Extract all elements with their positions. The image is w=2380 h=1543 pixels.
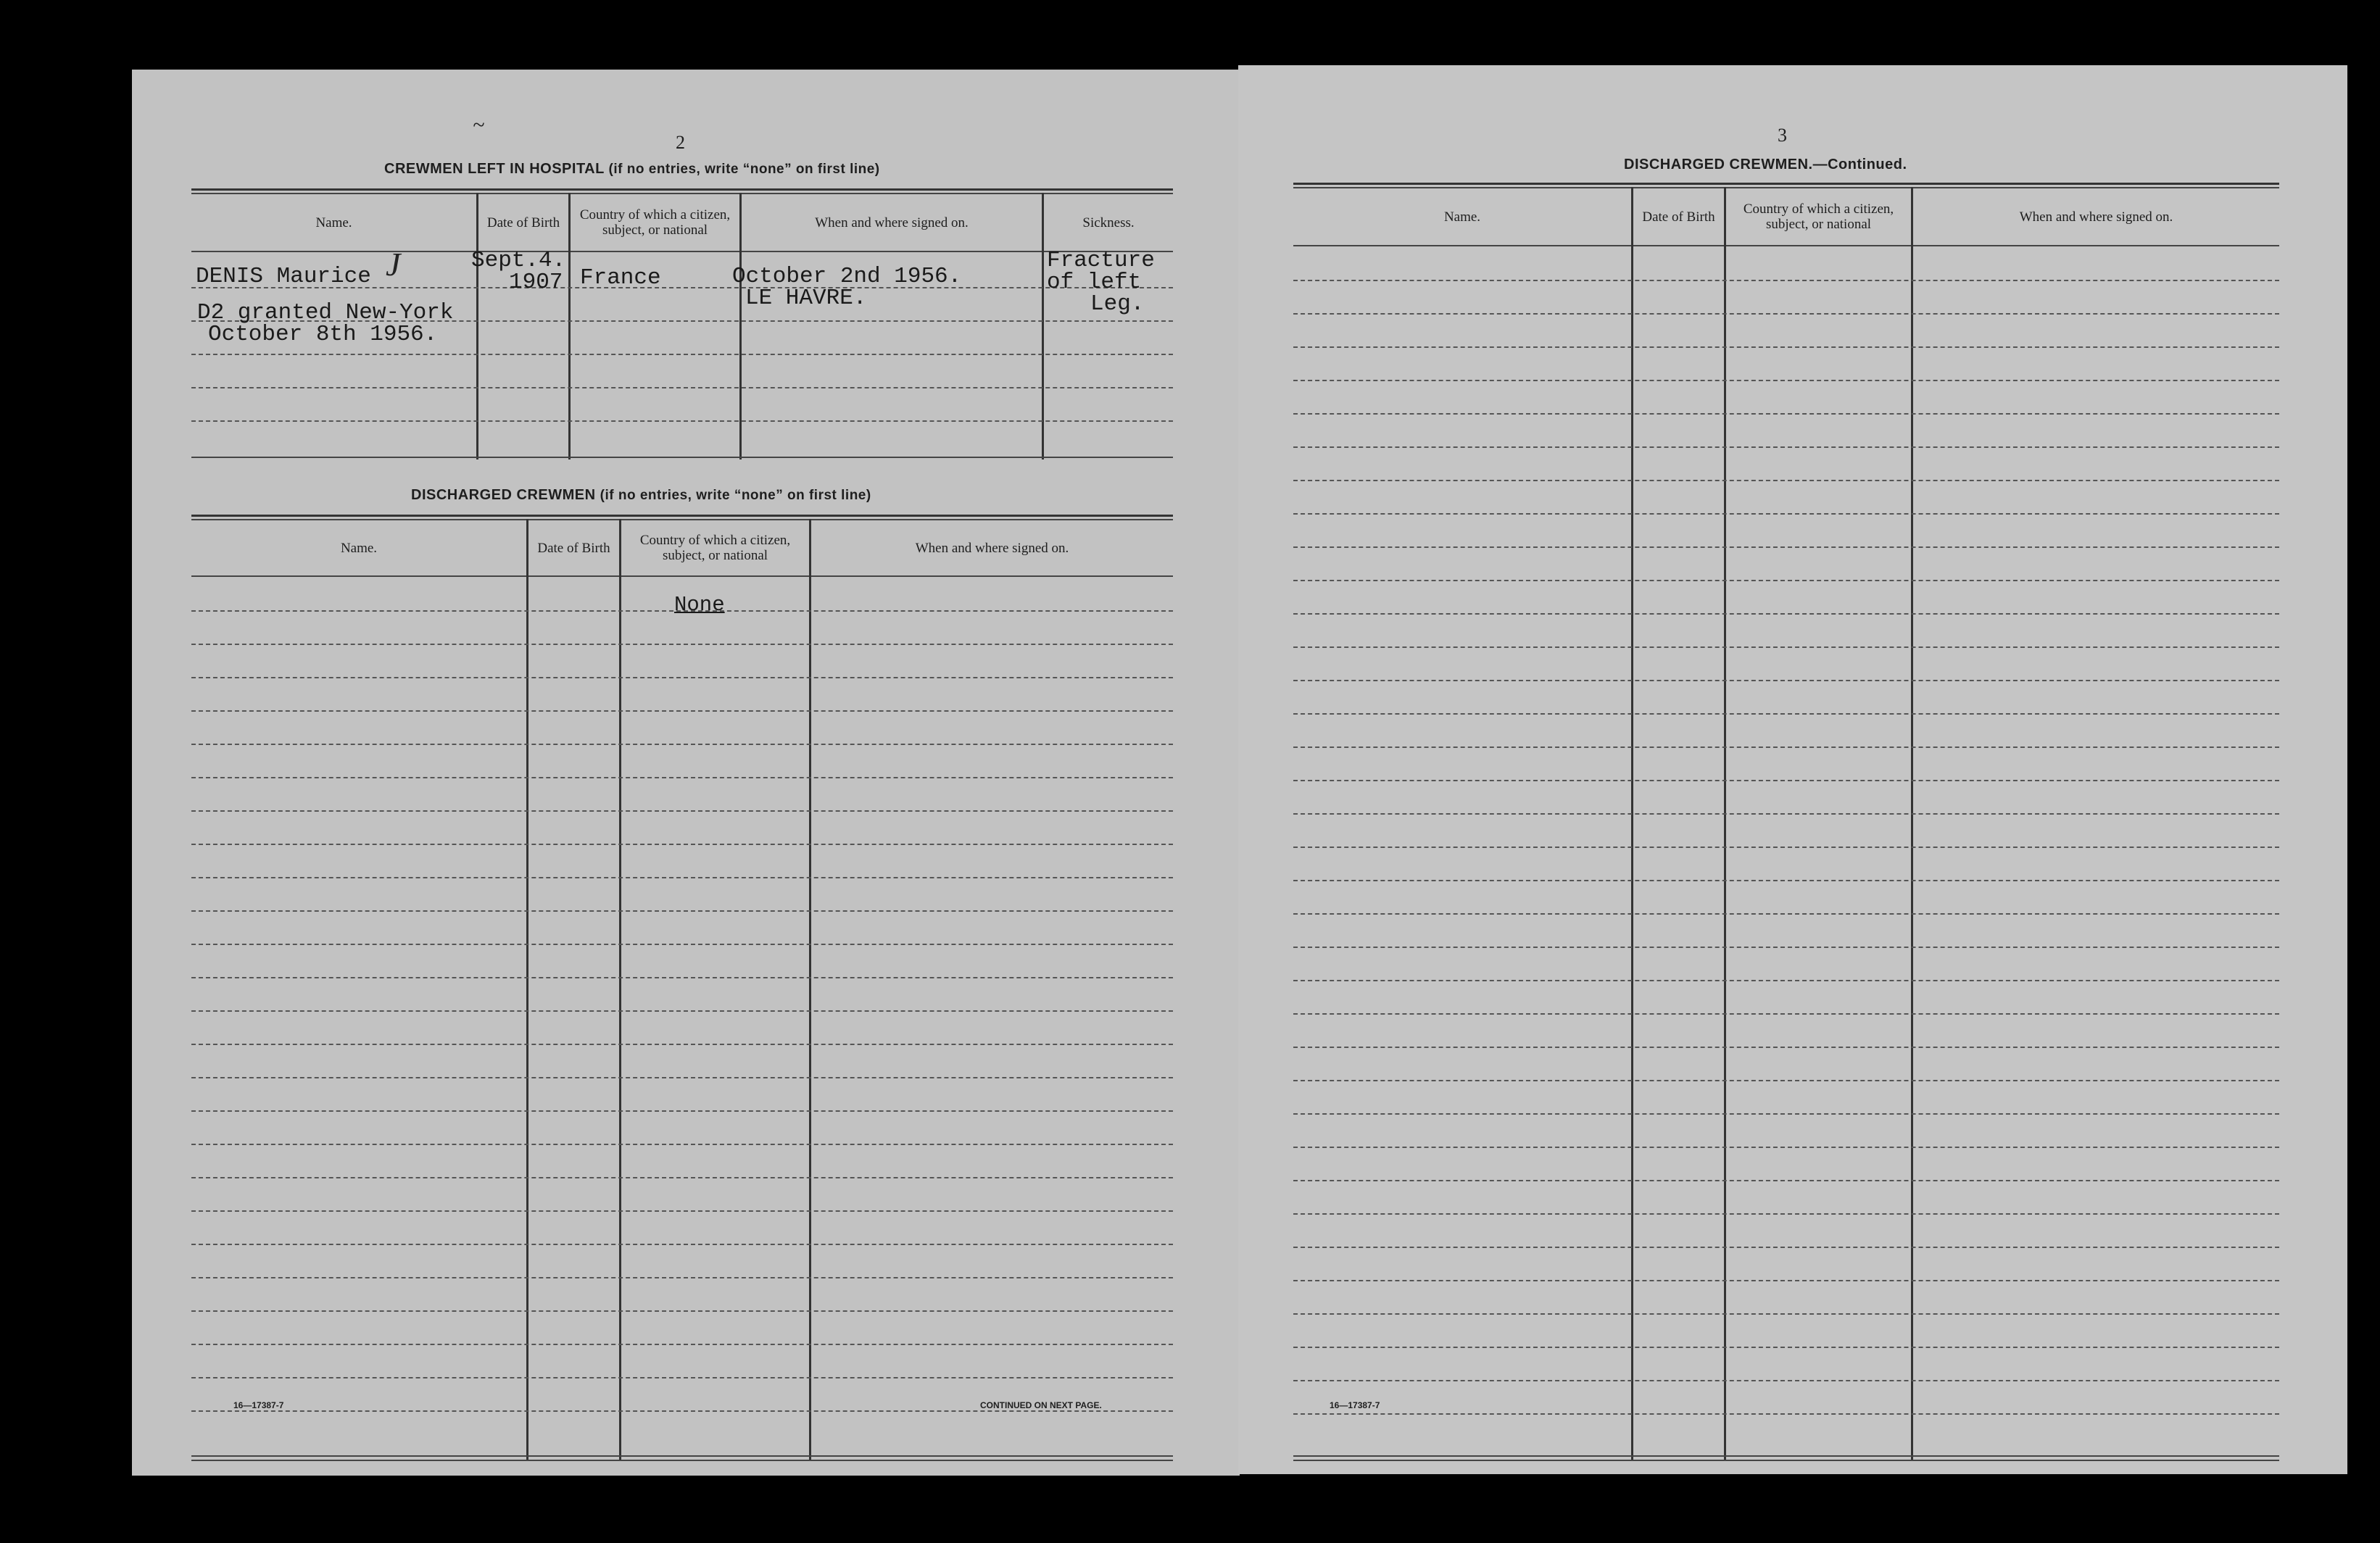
col-header-name: Name.	[340, 540, 378, 556]
entry-line	[191, 1077, 1173, 1078]
entry-line	[1293, 380, 2279, 381]
entry-line	[1293, 513, 2279, 515]
entry-line	[1293, 780, 2279, 781]
entry-line	[191, 354, 1173, 355]
entry-line	[1293, 1013, 2279, 1015]
col-header-dob: Date of Birth	[486, 215, 560, 230]
entry-line	[1293, 313, 2279, 315]
entry-line	[191, 1344, 1173, 1345]
entry-line	[191, 1377, 1173, 1378]
crewman-name-note-date: October 8th 1956.	[208, 322, 438, 347]
header-bottom-rule	[191, 251, 1173, 252]
col-header-country: Country of which a citizen, subject, or national	[1743, 201, 1894, 232]
entry-line	[1293, 1313, 2279, 1315]
form-number: 16—17387-7	[233, 1400, 284, 1410]
entry-line	[1293, 1380, 2279, 1381]
entry-line	[1293, 913, 2279, 915]
entry-line	[1293, 680, 2279, 681]
entry-line	[1293, 847, 2279, 848]
column-divider	[1724, 187, 1726, 1461]
entry-line	[1293, 1047, 2279, 1048]
entry-line	[191, 777, 1173, 778]
entry-line	[191, 1177, 1173, 1178]
hospital-note: (if no entries, write “none” on first line)	[608, 162, 880, 177]
crewman-sickness: Fracture	[1047, 248, 1155, 273]
page-number: 3	[1778, 125, 1787, 146]
table-top-rule	[191, 188, 1173, 191]
entry-line	[191, 677, 1173, 678]
entry-line	[191, 1044, 1173, 1045]
entry-line	[1293, 880, 2279, 881]
entry-line	[1293, 480, 2279, 481]
crewman-sickness-line3: Leg.	[1090, 291, 1145, 317]
entry-line	[1293, 1213, 2279, 1215]
entry-line	[1293, 1347, 2279, 1348]
crewman-signed-on-place: LE HAVRE.	[745, 286, 867, 311]
discharged-note: (if no entries, write “none” on first line)	[600, 488, 871, 503]
header-bottom-rule	[1293, 245, 2279, 246]
col-header-name: Name.	[315, 215, 352, 230]
discharged-continued-title: DISCHARGED CREWMEN.—Continued.	[1624, 157, 1907, 172]
entry-line	[191, 910, 1173, 912]
entry-line	[1293, 1247, 2279, 1248]
left-page	[132, 70, 1240, 1476]
entry-line	[191, 1110, 1173, 1112]
discharged-title: DISCHARGED CREWMEN	[411, 487, 596, 503]
entry-line	[1293, 980, 2279, 981]
entry-line	[1293, 1080, 2279, 1081]
crewman-signed-on-date: October 2nd 1956.	[732, 264, 962, 289]
entry-line	[191, 977, 1173, 978]
hospital-title: CREWMEN LEFT IN HOSPITAL	[384, 161, 605, 177]
continued-note: CONTINUED ON NEXT PAGE.	[980, 1400, 1102, 1410]
entry-line	[1293, 746, 2279, 748]
entry-line	[1293, 446, 2279, 448]
entry-line	[191, 644, 1173, 645]
crewman-name-note: D2 granted New-York	[197, 300, 454, 325]
column-divider	[526, 519, 528, 1461]
entry-line	[191, 844, 1173, 845]
entry-line	[1293, 713, 2279, 715]
entry-line	[191, 744, 1173, 745]
table-bottom-rule	[191, 1455, 1173, 1457]
entry-line	[1293, 546, 2279, 548]
entry-line	[191, 1010, 1173, 1012]
table-bottom-rule	[1293, 1460, 2279, 1461]
column-divider	[1631, 187, 1633, 1461]
table-top-rule	[191, 515, 1173, 517]
entry-line	[1293, 646, 2279, 648]
col-header-when-where: When and where signed on.	[815, 215, 969, 230]
table-bottom-rule	[191, 1460, 1173, 1461]
entry-line	[191, 944, 1173, 945]
entry-line	[1293, 1180, 2279, 1181]
right-page	[1238, 65, 2347, 1474]
handwritten-initials-mark: J	[386, 246, 401, 283]
entry-line	[191, 387, 1173, 388]
entry-line	[1293, 1113, 2279, 1115]
entry-line	[1293, 580, 2279, 581]
column-divider	[1911, 187, 1913, 1461]
discharged-section-title	[411, 487, 871, 504]
table-bottom-rule	[191, 457, 1173, 458]
header-bottom-rule	[191, 575, 1173, 577]
col-header-name: Name.	[1443, 209, 1481, 225]
entry-line	[1293, 1280, 2279, 1281]
col-header-country: Country of which a citizen, subject, or national	[579, 207, 731, 238]
hospital-section-title	[384, 161, 880, 178]
entry-line	[191, 810, 1173, 812]
col-header-when-where: When and where signed on.	[2019, 209, 2173, 225]
col-header-sickness: Sickness.	[1082, 215, 1135, 230]
entry-line	[191, 1410, 1173, 1412]
entry-line	[191, 420, 1173, 422]
page-number: 2	[676, 132, 685, 153]
col-header-dob: Date of Birth	[1642, 209, 1715, 225]
discharged-none-entry: None	[674, 593, 725, 617]
entry-line	[1293, 346, 2279, 348]
table-top-rule	[1293, 183, 2279, 185]
entry-line	[1293, 1413, 2279, 1415]
entry-line	[1293, 1147, 2279, 1148]
crewman-dob-year: 1907	[509, 270, 563, 295]
entry-line	[191, 1210, 1173, 1212]
table-bottom-rule	[1293, 1455, 2279, 1457]
form-number: 16—17387-7	[1330, 1400, 1380, 1410]
col-header-country: Country of which a citizen, subject, or national	[639, 533, 791, 563]
entry-line	[191, 877, 1173, 878]
entry-line	[1293, 613, 2279, 615]
col-header-when-where: When and where signed on.	[915, 540, 1069, 556]
crewman-sickness-line2: of left	[1047, 270, 1142, 295]
entry-line	[191, 610, 1173, 612]
entry-line	[191, 1310, 1173, 1312]
entry-line	[1293, 947, 2279, 948]
crewman-name: DENIS Maurice	[196, 264, 371, 289]
crewman-country: France	[580, 265, 661, 291]
entry-line	[191, 1277, 1173, 1278]
entry-line	[1293, 813, 2279, 815]
col-header-dob: Date of Birth	[537, 540, 610, 556]
column-divider	[619, 519, 621, 1461]
entry-line	[1293, 280, 2279, 281]
entry-line	[1293, 413, 2279, 415]
entry-line	[191, 1244, 1173, 1245]
scribble-mark: ~	[473, 113, 485, 137]
entry-line	[191, 1144, 1173, 1145]
column-divider	[809, 519, 811, 1461]
entry-line	[191, 710, 1173, 712]
crewman-dob: Sept.4.	[471, 248, 566, 273]
